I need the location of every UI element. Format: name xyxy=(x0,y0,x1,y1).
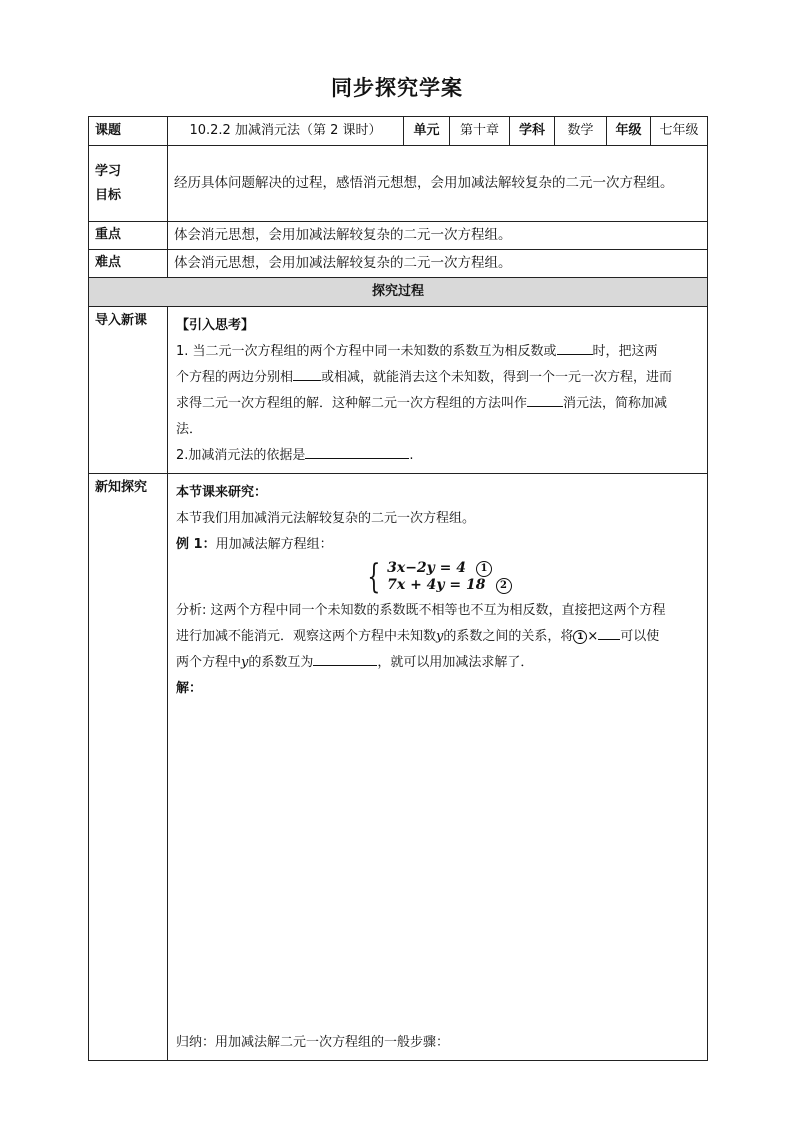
key-point-text: 体会消元思想，会用加减法解较复杂的二元一次方程组。 xyxy=(168,222,708,250)
section-row xyxy=(89,278,708,307)
analysis-line-3 xyxy=(176,650,699,676)
grade-label: 年级 xyxy=(607,117,651,146)
q1-blank-1[interactable] xyxy=(557,340,593,355)
summary-text: 归纳：用加减法解二元一次方程组的一般步骤： xyxy=(176,1035,450,1050)
q1-text-a: 1. 当二元一次方程组的两个方程中同一未知数的系数互为相反数或 xyxy=(176,344,557,359)
goal-label xyxy=(89,146,168,222)
intro-heading: 【引入思考】 xyxy=(176,318,255,333)
equation-system xyxy=(176,557,699,597)
example-text: 用加减法解方程组： xyxy=(215,537,333,552)
analysis-line-1: 分析: 这两个方程中同一个未知数的系数既不相等也不互为相反数，直接把这两个方程 xyxy=(176,603,666,618)
analysis-text-e: 可以使 xyxy=(620,629,660,644)
section-title: 探究过程 xyxy=(89,278,708,307)
difficulty-label: 难点 xyxy=(89,250,168,278)
q1-text-f: 消元法，简称加减 xyxy=(563,396,668,411)
variable-y: y xyxy=(436,629,444,644)
equation-2 xyxy=(387,577,511,594)
intro-body xyxy=(168,307,708,474)
circled-number-icon: 2 xyxy=(496,578,512,594)
new-knowledge-body xyxy=(168,474,708,1061)
key-point-label: 重点 xyxy=(89,222,168,250)
q1-text-d: 或相减，就能消去这个未知数，得到一个一元一次方程，进而 xyxy=(321,370,673,385)
subject-value: 数学 xyxy=(555,117,607,146)
intro-question-2 xyxy=(176,443,699,469)
q1-blank-2[interactable] xyxy=(293,366,321,381)
header-row xyxy=(89,117,708,146)
topic-label: 课题 xyxy=(89,117,168,146)
multiplier-blank[interactable] xyxy=(598,625,620,640)
solution-label: 解： xyxy=(176,681,203,696)
new-knowledge-intro: 本节我们用加减消元法解较复杂的二元一次方程组。 xyxy=(176,511,476,526)
q1-text-c: 个方程的两边分别相 xyxy=(176,370,294,385)
analysis-line-2 xyxy=(176,624,699,650)
grade-value: 七年级 xyxy=(651,117,708,146)
difficulty-text: 体会消元思想，会用加减法解较复杂的二元一次方程组。 xyxy=(168,250,708,278)
unit-label: 单元 xyxy=(404,117,450,146)
goal-label-line1: 学习 xyxy=(95,163,122,179)
intro-question-1-line-1 xyxy=(176,339,699,365)
goal-text: 经历具体问题解决的过程，感悟消元想想，会用加减法解较复杂的二元一次方程组。 xyxy=(168,146,708,222)
q2-text-a: 2.加减消元法的依据是 xyxy=(176,448,306,463)
new-knowledge-label: 新知探究 xyxy=(89,474,168,1061)
analysis-text-g: 的系数互为 xyxy=(248,655,314,670)
goal-row xyxy=(89,146,708,222)
topic-value: 10.2.2 加减消元法（第 2 课时） xyxy=(168,117,404,146)
q1-text-e: 求得二元一次方程组的解．这种解二元一次方程组的方法叫作 xyxy=(176,396,528,411)
analysis-text-b: 进行加减不能消元．观察这两个方程中未知数 xyxy=(176,629,437,644)
intro-label: 导入新课 xyxy=(89,307,168,474)
intro-question-1-line-4: 法． xyxy=(176,422,203,437)
times-sign: × xyxy=(587,629,599,644)
example-line xyxy=(176,532,699,558)
q2-blank[interactable] xyxy=(305,444,409,459)
coefficient-blank[interactable] xyxy=(313,651,377,666)
example-label: 例 1： xyxy=(176,537,216,552)
variable-y: y xyxy=(241,655,249,670)
q2-text-b: . xyxy=(409,448,414,463)
key-point-row xyxy=(89,222,708,250)
q1-text-b: 时，把这两 xyxy=(592,344,658,359)
analysis-text-f: 两个方程中 xyxy=(176,655,242,670)
subject-label: 学科 xyxy=(510,117,555,146)
equation-2-text: 7x + 4y = 18 xyxy=(387,577,486,593)
study-sheet-table xyxy=(88,116,708,1061)
new-knowledge-heading: 本节课来研究： xyxy=(176,485,268,500)
page-title: 同步探究学案 xyxy=(331,76,463,100)
intro-question-1-line-3 xyxy=(176,391,699,417)
goal-label-line2: 目标 xyxy=(95,187,122,203)
intro-row xyxy=(89,307,708,474)
circled-number-icon: 1 xyxy=(573,630,587,644)
q1-blank-3[interactable] xyxy=(527,392,563,407)
unit-value: 第十章 xyxy=(450,117,510,146)
equation-1-text: 3x−2y = 4 xyxy=(387,560,467,576)
equation-lines xyxy=(387,560,511,594)
difficulty-row xyxy=(89,250,708,278)
new-knowledge-row xyxy=(89,474,708,1061)
circled-number-icon: 1 xyxy=(476,561,492,577)
analysis-text-c: 的系数之间的关系，将 xyxy=(443,629,574,644)
equation-1 xyxy=(387,560,511,577)
intro-question-1-line-2 xyxy=(176,365,699,391)
left-brace-icon: { xyxy=(367,557,381,597)
analysis-text-h: ，就可以用加减法求解了． xyxy=(377,655,534,670)
